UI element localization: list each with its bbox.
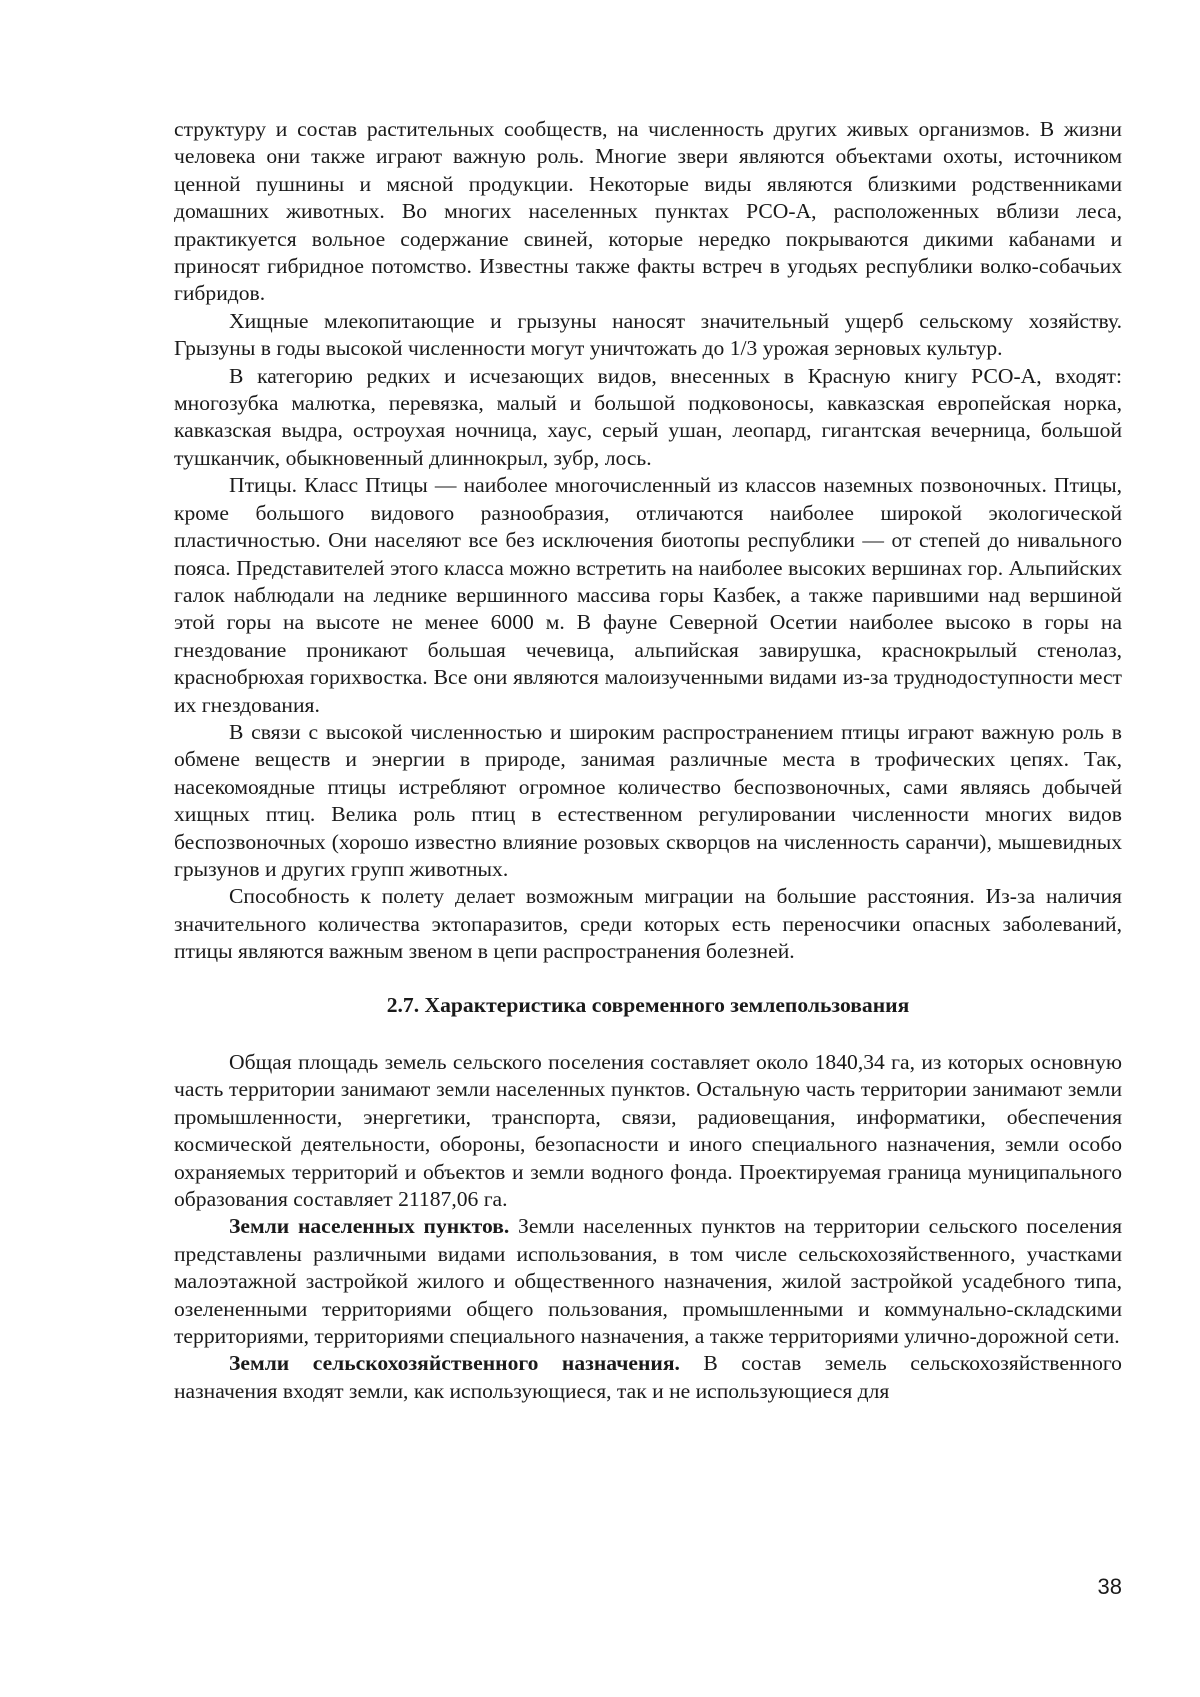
document-body	[174, 116, 1122, 1405]
paragraph-birds-migration: Способность к полету делает возможным миграции на большие расстояния. Из-за наличия значительного количества эктопаразитов, среди которых есть переносчики опасных заболеваний, птицы являются важным звеном в цепи распространения болезней.	[174, 884, 1122, 964]
settlement-lands-lead: Земли населенных пунктов.	[229, 1214, 510, 1239]
paragraph-agricultural-lands	[174, 1350, 1122, 1405]
paragraph-settlement-lands	[174, 1213, 1122, 1350]
settlement-lands-text: Земли населенных пунктов на территории сельского поселения представлены различными видами использования, в том числе сельскохозяйственного, участками малоэтажной застройкой жилого и общественного назначения, жилой застройкой усадебного типа, озелененными территориями общего пользования, промышленными и коммунально-складскими территориями, территориями специального назначения, а также территориями улично-дорожной сети.	[174, 1214, 1122, 1349]
section-heading: 2.7. Характеристика современного землепользования	[386, 992, 910, 1017]
paragraph-mammals-role: структуру и состав растительных сообществ, на численность других живых организмов. В жизни человека они также играют важную роль. Многие звери являются объектами охоты, источником ценной пушнины и мясной продукции. Некоторые виды являются близкими родственниками домашних животных. Во многих населенных пунктах РСО-А, расположенных вблизи леса, практикуется вольное содержание свиней, которые нередко покрываются дикими кабанами и приносят гибридное потомство. Известны также факты встреч в угодьях республики волко-собачьих гибридов.	[174, 117, 1122, 306]
paragraph-land-area: Общая площадь земель сельского поселения составляет около 1840,34 га, из которых основную часть территории занимают земли населенных пунктов. Остальную часть территории занимают земли промышленности, энергетики, транспорта, связи, радиовещания, информатики, обеспечения космической деятельности, обороны, безопасности и иного специального назначения, земли особо охраняемых территорий и объектов и земли водного фонда. Проектируемая граница муниципального образования составляет 21187,06 га.	[174, 1050, 1122, 1212]
page-number: 38	[1097, 1574, 1122, 1599]
paragraph-birds-role: В связи с высокой численностью и широким распространением птицы играют важную роль в обмене веществ и энергии в природе, занимая различные места в трофических цепях. Так, насекомоядные птицы истребляют огромное количество беспозвоночных, сами являясь добычей хищных птиц. Велика роль птиц в естественном регулировании численности многих видов беспозвоночных (хорошо известно влияние розовых скворцов на численность саранчи), мышевидных грызунов и других групп животных.	[174, 719, 1122, 881]
paragraph-red-book: В категорию редких и исчезающих видов, внесенных в Красную книгу РСО-А, входят: многозубка малютка, перевязка, малый и большой подковоносы, кавказская европейская норка, кавказская выдра, остроухая ночница, хаус, серый ушан, леопард, гигантская вечерница, большой тушканчик, обыкновенный длиннокрыл, зубр, лось.	[174, 363, 1122, 470]
agricultural-lands-text: В состав земель сельскохозяйственного назначения входят земли, как использующиеся, так и не использующиеся для	[174, 1351, 1122, 1403]
paragraph-birds: Птицы. Класс Птицы — наиболее многочисленный из классов наземных позвоночных. Птицы, кроме большого видового разнообразия, отличаются наиболее широкой экологической пластичностью. Они населяют все без исключения биотопы республики — от степей до нивального пояса. Представителей этого класса можно встретить на наиболее высоких вершинах гор. Альпийских галок наблюдали на леднике вершинного массива горы Казбек, а также парившими над вершиной этой горы на высоте не менее 6000 м. В фауне Северной Осетии наиболее высоко в горы на гнездование проникают большая чечевица, альпийская завирушка, краснокрылый стенолаз, краснобрюхая горихвостка. Все они являются малоизученными видами из-за труднодоступности мест их гнездования.	[174, 473, 1122, 717]
agricultural-lands-lead: Земли сельскохозяйственного назначения.	[229, 1351, 680, 1376]
paragraph-harm-agriculture: Хищные млекопитающие и грызуны наносят значительный ущерб сельскому хозяйству. Грызуны в годы высокой численности могут уничтожать до 1/3 урожая зерновых культур.	[174, 308, 1122, 361]
